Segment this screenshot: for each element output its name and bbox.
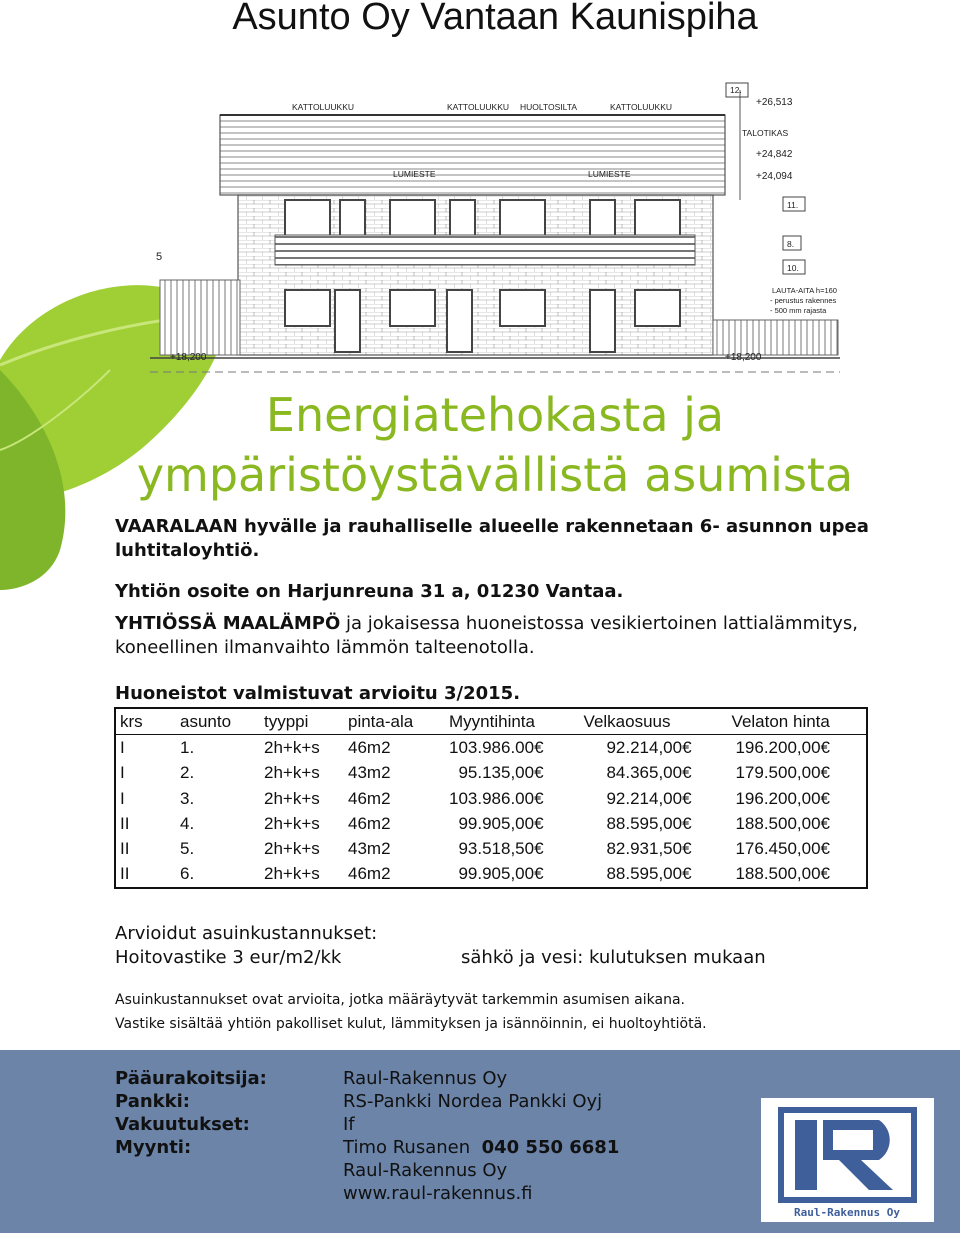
table-header-row	[115, 708, 867, 735]
col-asunto: asunto	[176, 708, 260, 735]
logo-mark-icon	[761, 1098, 934, 1222]
label-kattoluukku-2: KATTOLUUKKU	[447, 102, 510, 112]
cell: 82.931,50€	[606, 839, 692, 859]
cell: II	[120, 864, 130, 884]
cell: 2h+k+s	[264, 763, 320, 783]
costs-note-2: Vastike sisältää yhtiön pakolliset kulut, lämmityksen ja isännöinnin, ei huoltoyhtiötä.	[115, 1016, 707, 1032]
cell: I	[120, 737, 125, 757]
sales-value	[343, 1136, 619, 1159]
cell: 2h+k+s	[264, 864, 320, 884]
label-huoltosilta: HUOLTOSILTA	[520, 102, 577, 112]
level-24094: +24,094	[756, 171, 793, 182]
cell: 46m2	[348, 864, 391, 884]
cell: 84.365,00€	[606, 763, 692, 783]
bank-label: Pankki:	[115, 1091, 190, 1112]
cell: 3.	[180, 788, 195, 808]
cell: 92.214,00€	[606, 788, 692, 808]
costs-block	[115, 922, 377, 970]
cell: 2h+k+s	[264, 839, 320, 859]
marker-12: 12.	[730, 85, 742, 95]
label-kattoluukku-1: KATTOLUUKKU	[292, 102, 355, 112]
utilities-text: sähkö ja vesi: kulutuksen mukaan	[461, 947, 766, 968]
page-title: Asunto Oy Vantaan Kaunispiha	[232, 0, 758, 38]
col-velkaosuus: Velkaosuus	[580, 708, 728, 735]
headline-line-1: Energiatehokasta ja	[265, 388, 725, 442]
level-24842: +24,842	[756, 149, 793, 160]
col-tyyppi: tyyppi	[260, 708, 344, 735]
sales-label: Myynti:	[115, 1137, 192, 1158]
cell: 196.200,00€	[735, 737, 830, 757]
label-talotikas: TALOTIKAS	[742, 128, 789, 138]
heating-text: ja jokaisessa huoneistossa vesikiertoinen lattialämmitys, koneellinen ilmanvaihto lämmön talteenotolla.	[115, 613, 858, 658]
cell: 1.	[180, 737, 195, 757]
cell: 103.986.00€	[449, 788, 544, 808]
contractor-label: Pääurakoitsija:	[115, 1068, 267, 1089]
cell: 43m2	[348, 763, 391, 783]
contractor-value: Raul-Rakennus Oy	[343, 1068, 508, 1089]
cell: 93.518,50€	[458, 839, 544, 859]
table-row	[115, 811, 867, 836]
sales-company: Raul-Rakennus Oy	[343, 1160, 508, 1181]
cell: II	[120, 839, 130, 859]
cell: I	[120, 763, 125, 783]
intro-p1-text: VAARALAAN hyvälle ja rauhalliselle alueelle rakennetaan 6- asunnon upea luhtitaloyhtiö.	[115, 516, 869, 561]
label-lumieste-1: LUMIESTE	[393, 169, 436, 179]
heating-bold: YHTIÖSSÄ MAALÄMPÖ	[115, 613, 341, 634]
cell: 46m2	[348, 737, 391, 757]
apartment-price-table	[114, 707, 868, 889]
table-row	[115, 761, 867, 786]
marker-10: 10.	[787, 263, 799, 273]
label-kattoluukku-3: KATTOLUUKKU	[610, 102, 673, 112]
marker-11: 11.	[787, 200, 799, 210]
insurance-label: Vakuutukset:	[115, 1114, 250, 1135]
intro-paragraph-2	[115, 580, 875, 604]
cell: 46m2	[348, 788, 391, 808]
cell: 99.905,00€	[458, 813, 544, 833]
fence-note-2: - perustus rakennes	[770, 296, 837, 305]
intro-paragraph-3	[115, 612, 875, 660]
cell: 88.595,00€	[606, 813, 692, 833]
building-elevation-drawing	[150, 80, 840, 380]
cell: 2h+k+s	[264, 813, 320, 833]
bank-value: RS-Pankki Nordea Pankki Oyj	[343, 1091, 603, 1112]
col-velaton-hinta: Velaton hinta	[728, 708, 867, 735]
cell: 99.905,00€	[458, 864, 544, 884]
col-pinta-ala: pinta-ala	[344, 708, 445, 735]
cell: 188.500,00€	[735, 813, 830, 833]
table-row	[115, 836, 867, 861]
marker-5: 5	[156, 251, 163, 263]
completion-text: Huoneistot valmistuvat arvioitu 3/2015.	[115, 683, 521, 704]
cell: 2.	[180, 763, 195, 783]
level-26513: +26,513	[756, 97, 793, 108]
cell: 92.214,00€	[606, 737, 692, 757]
cell: II	[120, 813, 130, 833]
headline-line-2: ympäristöystävällistä asumista	[136, 448, 854, 502]
cell: 88.595,00€	[606, 864, 692, 884]
level-18200-left: +18,200	[170, 352, 207, 363]
level-18200-right: +18,200	[725, 352, 762, 363]
label-lumieste-2: LUMIESTE	[588, 169, 631, 179]
website-link[interactable]: www.raul-rakennus.fi	[343, 1183, 533, 1204]
col-myyntihinta: Myyntihinta	[445, 708, 580, 735]
cell: 6.	[180, 864, 195, 884]
costs-heading: Arvioidut asuinkustannukset:	[115, 923, 378, 944]
cell: 95.135,00€	[458, 763, 544, 783]
costs-note-1: Asuinkustannukset ovat arvioita, jotka määräytyvät tarkemmin asumisen aikana.	[115, 992, 685, 1008]
marker-8: 8.	[787, 239, 795, 249]
table-row	[115, 862, 867, 888]
cell: 43m2	[348, 839, 391, 859]
maintenance-fee: Hoitovastike 3 eur/m2/kk	[115, 947, 342, 968]
sales-name: Timo Rusanen	[343, 1137, 471, 1158]
address-text: Yhtiön osoite on Harjunreuna 31 a, 01230 Vantaa.	[115, 581, 624, 602]
table-row	[115, 786, 867, 811]
cell: 5.	[180, 839, 195, 859]
cell: 2h+k+s	[264, 737, 320, 757]
cell: 2h+k+s	[264, 788, 320, 808]
cell: 4.	[180, 813, 195, 833]
insurance-value: If	[343, 1114, 355, 1135]
cell: 103.986.00€	[449, 737, 544, 757]
company-logo	[761, 1098, 934, 1222]
sales-phone: 040 550 6681	[481, 1137, 620, 1158]
cell: 188.500,00€	[735, 864, 830, 884]
cell: 196.200,00€	[735, 788, 830, 808]
col-krs: krs	[115, 708, 176, 735]
cell: 46m2	[348, 813, 391, 833]
cell: 176.450,00€	[735, 839, 830, 859]
cell: I	[120, 788, 125, 808]
logo-text: Raul-Rakennus Oy	[794, 1206, 900, 1219]
fence-note-3: - 500 mm rajasta	[770, 306, 827, 315]
table-row	[115, 735, 867, 761]
intro-paragraph-4	[115, 682, 875, 706]
fence-note-1: LAUTA-AITA h=160	[772, 286, 837, 295]
intro-paragraph-1	[115, 515, 875, 563]
cell: 179.500,00€	[735, 763, 830, 783]
